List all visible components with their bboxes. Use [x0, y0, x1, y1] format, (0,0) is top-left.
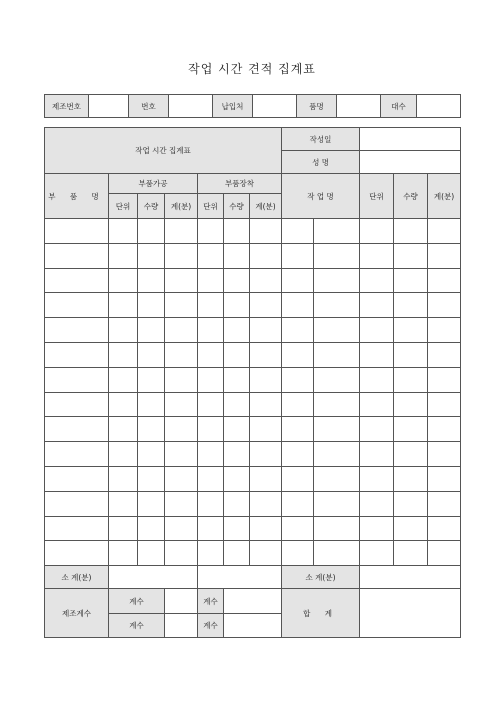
table-cell[interactable] [165, 541, 198, 566]
table-cell[interactable] [165, 268, 198, 293]
table-cell[interactable] [45, 293, 109, 318]
table-cell[interactable] [224, 219, 250, 244]
table-cell[interactable] [224, 318, 250, 343]
coefficient-label-1: 계수 [109, 589, 165, 614]
table-cell[interactable] [45, 268, 109, 293]
table-cell[interactable] [165, 466, 198, 491]
table-cell[interactable] [428, 466, 461, 491]
table-cell[interactable] [165, 293, 198, 318]
table-cell[interactable] [165, 342, 198, 367]
table-cell[interactable] [428, 367, 461, 392]
number-label: 번호 [129, 95, 169, 118]
table-row [45, 417, 461, 442]
table-cell[interactable] [360, 367, 394, 392]
table-cell[interactable] [224, 516, 250, 541]
product-name-label: 품명 [297, 95, 337, 118]
table-cell[interactable] [45, 392, 109, 417]
table-cell[interactable] [45, 219, 109, 244]
table-cell[interactable] [165, 417, 198, 442]
table-cell[interactable] [394, 342, 428, 367]
table-cell[interactable] [314, 318, 360, 343]
table-cell[interactable] [282, 318, 314, 343]
table-cell[interactable] [138, 541, 165, 566]
product-name-field[interactable] [337, 95, 381, 118]
table-cell[interactable] [360, 293, 394, 318]
table-cell[interactable] [109, 243, 138, 268]
table-cell[interactable] [428, 268, 461, 293]
table-row [45, 491, 461, 516]
table-cell[interactable] [282, 442, 314, 467]
table-cell[interactable] [282, 219, 314, 244]
table-cell[interactable] [165, 367, 198, 392]
table-cell[interactable] [250, 268, 282, 293]
table-cell[interactable] [138, 392, 165, 417]
table-cell[interactable] [165, 516, 198, 541]
table-cell[interactable] [165, 392, 198, 417]
table-cell[interactable] [282, 293, 314, 318]
table-cell[interactable] [198, 466, 224, 491]
table-cell[interactable] [109, 219, 138, 244]
table-row [45, 442, 461, 467]
table-cell[interactable] [282, 268, 314, 293]
table-cell[interactable] [394, 318, 428, 343]
table-cell[interactable] [224, 491, 250, 516]
document-title: 작업 시간 견적 집계표 [188, 62, 316, 76]
table-cell[interactable] [138, 442, 165, 467]
table-cell[interactable] [198, 417, 224, 442]
table-cell[interactable] [45, 417, 109, 442]
table-cell[interactable] [109, 268, 138, 293]
table-cell[interactable] [250, 466, 282, 491]
coefficient-label-2: 계수 [198, 589, 224, 614]
table-cell[interactable] [109, 318, 138, 343]
table-cell[interactable] [360, 466, 394, 491]
subtotal-work-field[interactable] [360, 566, 461, 589]
table-cell[interactable] [198, 491, 224, 516]
table-cell[interactable] [394, 541, 428, 566]
table-cell[interactable] [394, 367, 428, 392]
table-cell[interactable] [45, 442, 109, 467]
table-cell[interactable] [282, 491, 314, 516]
table-cell[interactable] [138, 516, 165, 541]
coefficient-label-4: 계수 [198, 614, 224, 638]
number-field[interactable] [169, 95, 213, 118]
table-cell[interactable] [250, 293, 282, 318]
table-row [45, 293, 461, 318]
table-cell[interactable] [394, 491, 428, 516]
table-cell[interactable] [138, 466, 165, 491]
table-cell[interactable] [428, 293, 461, 318]
table-cell[interactable] [314, 243, 360, 268]
table-cell[interactable] [282, 243, 314, 268]
table-cell[interactable] [314, 268, 360, 293]
total-min-header: 계(분) [428, 174, 461, 219]
table-cell[interactable] [109, 491, 138, 516]
table-cell[interactable] [250, 318, 282, 343]
table-cell[interactable] [314, 342, 360, 367]
table-cell[interactable] [109, 442, 138, 467]
table-cell[interactable] [314, 541, 360, 566]
table-cell[interactable] [198, 516, 224, 541]
mfg-coefficient-label: 제조계수 [45, 589, 109, 638]
table-cell[interactable] [314, 442, 360, 467]
subtotal-processing-field[interactable] [109, 566, 198, 589]
table-cell[interactable] [250, 417, 282, 442]
coefficient-field-3[interactable] [165, 614, 198, 638]
table-cell[interactable] [360, 516, 394, 541]
table-cell[interactable] [109, 392, 138, 417]
asm-quantity-header: 수량 [224, 194, 250, 219]
table-cell[interactable] [250, 442, 282, 467]
table-cell[interactable] [138, 491, 165, 516]
table-cell[interactable] [250, 367, 282, 392]
work-time-table [44, 127, 461, 638]
written-date-label: 작성일 [282, 128, 360, 151]
table-cell[interactable] [428, 342, 461, 367]
table-cell[interactable] [165, 318, 198, 343]
table-cell[interactable] [109, 293, 138, 318]
table-row [45, 268, 461, 293]
table-cell[interactable] [45, 491, 109, 516]
table-cell[interactable] [282, 516, 314, 541]
table-cell[interactable] [250, 541, 282, 566]
table-cell[interactable] [360, 417, 394, 442]
asm-total-header: 계(분) [250, 194, 282, 219]
table-cell[interactable] [198, 442, 224, 467]
part-assembly-header: 부품장착 [198, 174, 282, 194]
subtotal-assembly-field[interactable] [198, 566, 282, 589]
header-info-table [44, 94, 461, 118]
table-cell[interactable] [282, 392, 314, 417]
table-cell[interactable] [224, 442, 250, 467]
table-cell[interactable] [45, 541, 109, 566]
summary-title: 작업 시간 집계표 [45, 128, 282, 174]
table-cell[interactable] [165, 243, 198, 268]
table-cell[interactable] [394, 466, 428, 491]
table-cell[interactable] [314, 417, 360, 442]
name-label: 성 명 [282, 151, 360, 174]
table-cell[interactable] [109, 466, 138, 491]
table-cell[interactable] [198, 392, 224, 417]
table-cell[interactable] [394, 219, 428, 244]
table-row [45, 541, 461, 566]
coefficient-label-3: 계수 [109, 614, 165, 638]
proc-total-header: 계(분) [165, 194, 198, 219]
table-cell[interactable] [394, 442, 428, 467]
unit-header: 단위 [360, 174, 394, 219]
table-cell[interactable] [138, 268, 165, 293]
table-cell[interactable] [138, 219, 165, 244]
table-cell[interactable] [428, 318, 461, 343]
table-cell[interactable] [198, 367, 224, 392]
work-name-header: 작 업 명 [282, 174, 360, 219]
table-cell[interactable] [394, 392, 428, 417]
table-cell[interactable] [394, 293, 428, 318]
name-field[interactable] [360, 151, 461, 174]
table-cell[interactable] [428, 541, 461, 566]
table-cell[interactable] [45, 466, 109, 491]
mfg-number-field[interactable] [89, 95, 129, 118]
table-cell[interactable] [198, 342, 224, 367]
table-row [45, 243, 461, 268]
table-cell[interactable] [360, 318, 394, 343]
table-cell[interactable] [198, 318, 224, 343]
table-cell[interactable] [360, 491, 394, 516]
table-cell[interactable] [360, 219, 394, 244]
table-cell[interactable] [314, 219, 360, 244]
part-name-header: 부 품 명 [45, 174, 109, 219]
delivery-place-field[interactable] [253, 95, 297, 118]
table-cell[interactable] [165, 219, 198, 244]
table-cell[interactable] [224, 342, 250, 367]
table-cell[interactable] [428, 219, 461, 244]
table-cell[interactable] [428, 417, 461, 442]
table-cell[interactable] [45, 367, 109, 392]
delivery-place-label: 납입처 [213, 95, 253, 118]
table-cell[interactable] [224, 243, 250, 268]
table-cell[interactable] [138, 417, 165, 442]
grand-total-label: 합 계 [282, 589, 360, 638]
table-cell[interactable] [198, 243, 224, 268]
table-row [45, 367, 461, 392]
table-row [45, 342, 461, 367]
table-cell[interactable] [250, 516, 282, 541]
table-cell[interactable] [360, 243, 394, 268]
table-cell[interactable] [198, 541, 224, 566]
unit-count-field[interactable] [417, 95, 461, 118]
table-cell[interactable] [109, 541, 138, 566]
table-cell[interactable] [360, 392, 394, 417]
table-cell[interactable] [314, 293, 360, 318]
table-cell[interactable] [138, 293, 165, 318]
table-row [45, 466, 461, 491]
table-cell[interactable] [224, 392, 250, 417]
table-cell[interactable] [428, 392, 461, 417]
asm-unit-header: 단위 [198, 194, 224, 219]
table-row [45, 219, 461, 244]
table-cell[interactable] [109, 516, 138, 541]
table-cell[interactable] [109, 367, 138, 392]
subtotal-label-right: 소 계(분) [282, 566, 360, 589]
coefficient-field-1[interactable] [165, 589, 198, 614]
table-cell[interactable] [314, 516, 360, 541]
table-cell[interactable] [138, 243, 165, 268]
table-cell[interactable] [360, 442, 394, 467]
table-cell[interactable] [109, 417, 138, 442]
table-cell[interactable] [138, 342, 165, 367]
grand-total-field[interactable] [360, 589, 461, 638]
table-cell[interactable] [45, 516, 109, 541]
table-cell[interactable] [250, 491, 282, 516]
table-cell[interactable] [45, 243, 109, 268]
quantity-header: 수량 [394, 174, 428, 219]
table-cell[interactable] [250, 219, 282, 244]
table-cell[interactable] [250, 392, 282, 417]
table-cell[interactable] [250, 342, 282, 367]
table-cell[interactable] [428, 243, 461, 268]
table-cell[interactable] [45, 342, 109, 367]
table-cell[interactable] [198, 268, 224, 293]
table-cell[interactable] [314, 491, 360, 516]
table-cell[interactable] [282, 466, 314, 491]
table-cell[interactable] [165, 491, 198, 516]
table-cell[interactable] [224, 541, 250, 566]
table-cell[interactable] [282, 417, 314, 442]
table-cell[interactable] [224, 367, 250, 392]
part-processing-header: 부품가공 [109, 174, 198, 194]
table-cell[interactable] [360, 268, 394, 293]
proc-unit-header: 단위 [109, 194, 138, 219]
mfg-number-label: 제조번호 [45, 95, 89, 118]
table-cell[interactable] [224, 417, 250, 442]
table-cell[interactable] [282, 367, 314, 392]
table-cell[interactable] [394, 516, 428, 541]
table-cell[interactable] [282, 342, 314, 367]
table-cell[interactable] [428, 491, 461, 516]
table-row [45, 318, 461, 343]
proc-quantity-header: 수량 [138, 194, 165, 219]
table-cell[interactable] [165, 442, 198, 467]
coefficient-field-2[interactable] [224, 589, 282, 614]
table-cell[interactable] [109, 342, 138, 367]
table-cell[interactable] [394, 417, 428, 442]
table-row [45, 392, 461, 417]
table-cell[interactable] [224, 268, 250, 293]
table-cell[interactable] [198, 293, 224, 318]
table-cell[interactable] [360, 342, 394, 367]
table-row [45, 516, 461, 541]
table-cell[interactable] [314, 367, 360, 392]
table-cell[interactable] [360, 541, 394, 566]
table-cell[interactable] [198, 219, 224, 244]
table-cell[interactable] [314, 466, 360, 491]
table-cell[interactable] [394, 268, 428, 293]
table-cell[interactable] [138, 367, 165, 392]
subtotal-label-left: 소 계(분) [45, 566, 109, 589]
table-cell[interactable] [45, 318, 109, 343]
written-date-field[interactable] [360, 128, 461, 151]
table-cell[interactable] [250, 243, 282, 268]
table-cell[interactable] [282, 541, 314, 566]
table-cell[interactable] [428, 516, 461, 541]
table-cell[interactable] [224, 466, 250, 491]
unit-count-label: 대수 [381, 95, 417, 118]
table-cell[interactable] [138, 318, 165, 343]
table-cell[interactable] [394, 243, 428, 268]
table-cell[interactable] [224, 293, 250, 318]
table-cell[interactable] [428, 442, 461, 467]
table-cell[interactable] [314, 392, 360, 417]
coefficient-field-4[interactable] [224, 614, 282, 638]
